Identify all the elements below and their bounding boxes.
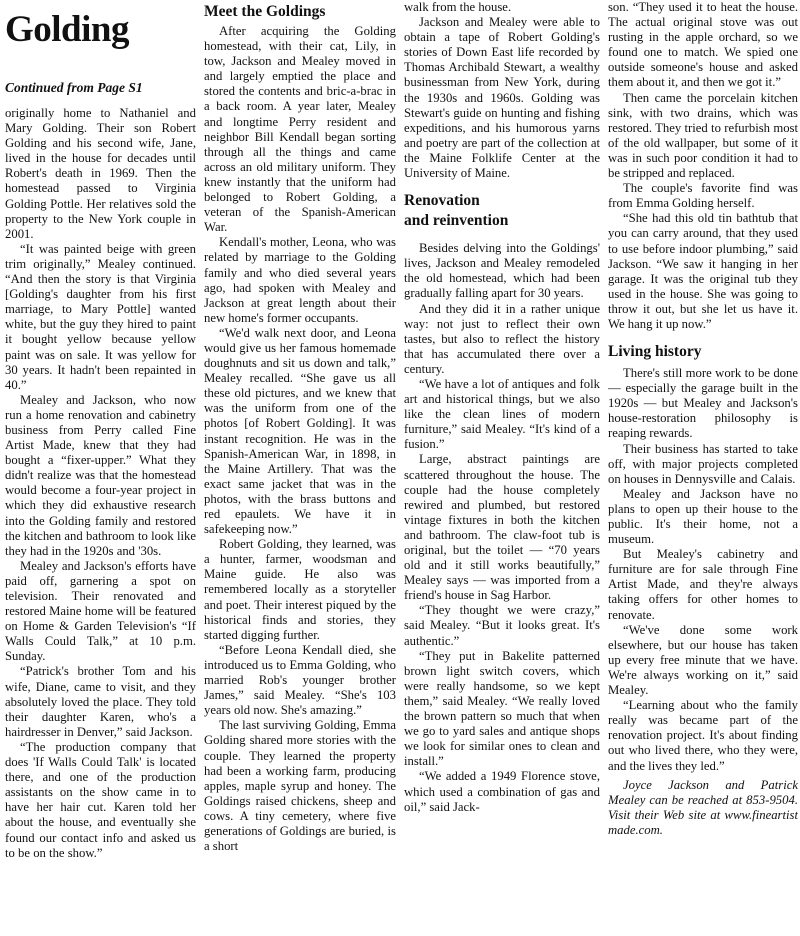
paragraph: Robert Golding, they learned, was a hunter, farmer, woodsman and Maine guide. He also was remembered locally as a storyteller and poet. Their interest piqued by the historical finds and stories, they started digging further. xyxy=(204,537,396,642)
paragraph: son. “They used it to heat the house. The actual original stove was out rusting in the apple orchard, so we found one to match. We spied one outside someone's house and asked them about it, and then we got it.” xyxy=(608,0,798,90)
paragraph: “We added a 1949 Florence stove, which used a combination of gas and oil,” said Jack- xyxy=(404,769,600,814)
paragraph: Jackson and Mealey were able to obtain a tape of Robert Golding's stories of Down East life recorded by Thomas Archibald Stewart, a wealthy businessman from New York, during the 1930s and 1960s. Golding was Stewart's guide on hunting and fishing expeditions, and his humorous yarns and poetry are part of the collection at the Maine Folklife Center at the University of Maine. xyxy=(404,15,600,181)
paragraph: The last surviving Golding, Emma Golding shared more stories with the couple. They learned the property had been a working farm, producing apples, maple syrup and honey. The Goldings raised chickens, sheep and cows. A tiny cemetery, where five generations of Goldings are buried, is a short xyxy=(204,718,396,854)
paragraph: “We have a lot of antiques and folk art and historical things, but we also like the clean lines of modern furniture,” said Mealey. “It's kind of a fusion.” xyxy=(404,376,600,452)
column-4 xyxy=(608,0,798,936)
paragraph: Mealey and Jackson have no plans to open up their house to the public. It's their home, not a museum. xyxy=(608,486,798,547)
paragraph: “Before Leona Kendall died, she introduced us to Emma Golding, who married Rob's younger brother James,” said Mealey. “She's 103 years old now. She's amazing.” xyxy=(204,642,396,718)
column-2 xyxy=(204,0,396,936)
paragraph: Their business has started to take off, with major projects completed on houses in Dennysville and Calais. xyxy=(608,441,798,486)
subhead-meet-the-goldings: Meet the Goldings xyxy=(204,3,326,20)
paragraph: walk from the house. xyxy=(404,0,512,14)
subhead-renovation: Renovation xyxy=(404,192,480,210)
paragraph: There's still more work to be done — especially the garage built in the 1920s — but Mealey and Jackson's house-restoration philosophy is reaping rewards. xyxy=(608,366,798,441)
subhead-reinvention: and reinvention xyxy=(404,212,509,230)
paragraph: “We'd walk next door, and Leona would give us her famous homemade doughnuts and sit us down and talk,” Mealey recalled. “She gave us all these old pictures, and we knew that was the uniform from one of the photos [of Robert Golding]. It was instant recognition. He was in the Spanish-American War, in 1898, in the Maine Artillery. That was the exact same jacket that was in the photos, with the brass buttons and red epaulets. We have it in safekeeping now.” xyxy=(204,325,396,537)
headline: Golding xyxy=(5,9,129,50)
paragraph: Then came the porcelain kitchen sink, with two drains, which was restored. They tried to refurbish most of the old wallpaper, but some of it was in such poor condition it had to be stripped and replaced. xyxy=(608,90,798,181)
paragraph: But Mealey's cabinetry and furniture are for sale through Fine Artist Made, and they're always taking offers for other homes to renovate. xyxy=(608,547,798,622)
paragraph: “We've done some work elsewhere, but our house has taken up every free minute that we have. We're always working on it,” said Mealey. xyxy=(608,622,798,698)
paragraph: Large, abstract paintings are scattered throughout the house. The couple had the house completely rewired and plumbed, but restored vintage fixtures in both the kitchen and bathroom. The claw-foot tub is original, but the toilet — “70 years old and it still works beautifully,” Mealey says — was imported from a friend's house in Sag Harbor. xyxy=(404,452,600,603)
paragraph: “They thought we were crazy,” said Mealey. “But it looks great. It's authentic.” xyxy=(404,603,600,648)
subhead-living-history: Living history xyxy=(608,343,702,361)
paragraph: The couple's favorite find was from Emma Golding herself. xyxy=(608,181,798,211)
column-1 xyxy=(5,0,196,936)
paragraph: “Patrick's brother Tom and his wife, Diane, came to visit, and they absolutely loved the place. They told their daughter Karen, who's a hairdresser in Denver,” said Jackson. xyxy=(5,664,196,739)
paragraph: Besides delving into the Goldings' lives, Jackson and Mealey remodeled the old homestead, which had been gradually falling apart for 30 years. xyxy=(404,241,600,301)
paragraph: “It was painted beige with green trim originally,” Mealey continued. “And then the story is that Virginia [Golding's daughter from his first marriage, to Mary Pottle] wanted white, but the guy they hired to paint it bought yellow because yellow paint was on sale. It was yellow for 30 years. It hadn't been repainted in 40.” xyxy=(5,241,196,392)
paragraph: “They put in Bakelite patterned brown light switch covers, which were really handsome, so we kept them,” said Mealey. “We really loved the brown pattern so much that when we go to yard sales and antique shops we look for similar ones to clean and install.” xyxy=(404,648,600,769)
continued-line: Continued from Page S1 xyxy=(5,80,143,95)
column-3 xyxy=(404,0,600,936)
paragraph: originally home to Nathaniel and Mary Golding. Their son Robert Golding and his second wife, Jane, lived in the house for decades until Robert's death in 1969. Then the homestead passed to Virginia Golding Pottle. Her relatives sold the property to the New York couple in 2001. xyxy=(5,106,196,241)
paragraph: “She had this old tin bathtub that you can carry around, that they used to use before indoor plumbing,” said Jackson. “We saw it hanging in her garage. It was the original tub they used in the house. She was going to throw it out, but she let us have it. We hang it up now.” xyxy=(608,211,798,331)
paragraph: Kendall's mother, Leona, who was related by marriage to the Golding family and who died several years ago, had spoken with Mealey and Jackson at great length about their new home's former occupants. xyxy=(204,235,396,325)
paragraph: “Learning about who the family really was became part of the renovation project. It's about finding out who lived there, who they were, and the lives they led.” xyxy=(608,698,798,773)
paragraph: After acquiring the Golding homestead, with their cat, Lily, in tow, Jackson and Mealey moved in and largely emptied the place and stored the contents and bric-a-brac in a back room. A year later, Mealey and longtime Perry resident and neighbor Bill Kendall began sorting through all the things and came across an old military uniform. They knew instantly that the uniform had belonged to Robert Golding, a veteran of the Spanish-American War. xyxy=(204,24,396,235)
paragraph: “The production company that does 'If Walls Could Talk' is located there, and one of the production assistants on the show came in to have her hair cut. Karen told her about the house, and eventually she found our contact info and asked us to be on the show.” xyxy=(5,739,196,860)
author-signoff: Joyce Jackson and Patrick Mealey can be reached at 853-9504. Visit their Web site at www.fineartist made.com. xyxy=(608,777,798,837)
paragraph: Mealey and Jackson, who now run a home renovation and cabinetry business from Perry called Fine Artist Made, knew that they had bought a “fixer-upper.” What they didn't realize was that the homestead would become a four-year project in which they did exhaustive research into the Golding family and restored the kitchen and bathroom to look like they had in the 1920s and '30s. xyxy=(5,392,196,558)
paragraph: And they did it in a rather unique way: not just to reflect their own tastes, but also to reflect the history that has accumulated there over a century. xyxy=(404,301,600,376)
paragraph: Mealey and Jackson's efforts have paid off, garnering a spot on television. Their renovated and restored Maine home will be featured on Home & Garden Television's “If Walls Could Talk,” at 10 p.m. Sunday. xyxy=(5,558,196,664)
